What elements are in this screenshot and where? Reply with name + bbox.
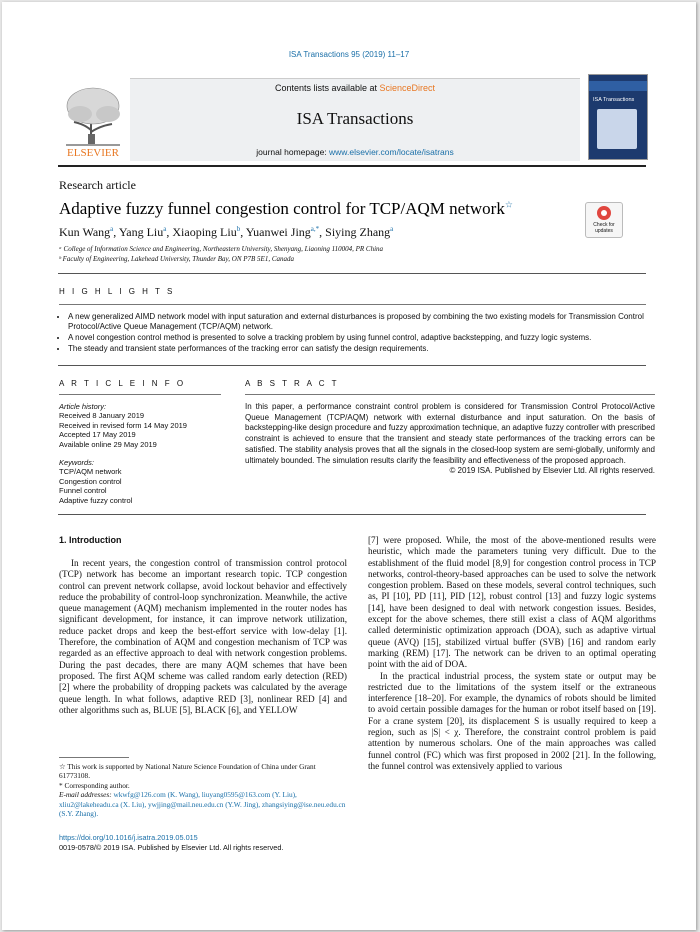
article-title [59,199,513,219]
highlight-item: • A novel congestion control method is presented to solve a tracking problem by using funnel control, adaptive backstepping, and fuzzy logic systems. [68,333,659,343]
section-1-title: 1. Introduction [59,535,122,545]
intro-paragraph-2: [7] were proposed. While, the most of the above-mentioned results were heuristic, which made the parameters tuning very difficult. Due to the establishment of the fluid model [8,9] for congestion control process in TCP networks, control-theory-based approaches can be used to solve the network congestion problem. Based on these models, several control techniques, such as, PI [10], PD [11], PID [12], robust control [13] and fuzzy logic systems [14], have been designed to deal with network congestion issues. Besides, except for the above schemes, there still exist a class of AQM algorithms called deterministic optimization approach (DOA), such as adaptive virtual queue (AVQ) [15], stabilized virtual buffer (SVB) [16] and random early marking (REM) [17]. The network can be driven to an optimal operating point with the aid of DOA. [368,535,656,670]
contents-prefix: Contents lists available at [274,83,380,93]
author-name[interactable]: Siying Zhang [325,225,391,239]
article-info-heading: A R T I C L E I N F O [59,379,186,388]
homepage-prefix: journal homepage: [256,147,330,157]
highlights-bottom-rule [58,365,646,366]
abstract-body [245,402,655,477]
author-list: Kun Wang$^a$, Yang Liu$^a$, Xiaoping Liu$^b$, Yuanwei Jing$^{a,*}$, Siying Zhang$^a$ [59,225,394,239]
title-footnote-mark[interactable]: ☆ [504,199,513,210]
intro-paragraph-3: In the practical industrial process, the system state or output may be restricted due to the limitations of the system itself or the extraneous interference [18–20]. For example, the dynamics of robots should be limited to avoid certain possible damages for the human or robot itself based on [19]. For a crane system [20], its displacement S is usually required to keep a region, such as |S| < χ. Therefore, the constraint control problem is paid attention by numerous scholars. One of the main approaches was called funnel control (FC) which was first proposed in 2002 [21]. In the following, the funnel control was extensively applied to various [368,670,656,771]
title-text: Adaptive fuzzy funnel congestion control for TCP/AQM network [59,199,505,218]
journal-citation[interactable]: ISA Transactions 95 (2019) 11–17 [288,50,410,59]
intro-paragraph-1: In recent years, the congestion control of transmission control protocol (TCP) network has become an important research topic. TCP congestion control can prevent network collapse, avoid lockout behavior and effectively reduce the probability of control-loop synchronization. Meanwhile, the active queue management (AQM) mechanism implemented in the router nodes has significant development, for instance, it can improve network utilization, reduce packet drops and keep the best-effort service with low-delay [1]. Therefore, the combination of AQM and congestion mechanism of TCP was regarded as an effective approach to deal with network congestion problems. During the past decades, there are many AQM schemes that have been proposed. The first AQM scheme was called random early detection (RED) [2] where the probability of dropping packets was calculated by the average queue length. In what follows, adaptive RED [3], nonlinear RED [4] and other algorithms such as, BLUE [5], BLACK [6], and YELLOW [59,558,347,715]
homepage-line [130,147,580,157]
corresponding-footnote: * Corresponding author. [59,780,130,790]
right-column [368,535,656,772]
author-affil-mark[interactable]: a [390,225,394,233]
author-name[interactable]: Yuanwei Jing [245,225,311,239]
author-name[interactable]: Xiaoping Liu [172,225,237,239]
author-name[interactable]: Yang Liu [118,225,164,239]
affiliation-a: ᵃ College of Information Science and Engineering, Northeastern University, Shenyang, Liaoning 110004, PR China [59,245,384,253]
highlights-rule [59,304,646,305]
highlight-item: • A new generalized AIMD network model with input saturation and external disturbances is proposed by combining the two existing models for Transmission Control Protocol/Active Queue Management (TCP/AQM) network. [68,312,659,332]
elsevier-wordmark: ELSEVIER [67,147,119,159]
check-updates-icon [597,206,611,220]
elsevier-tree-logo [58,78,128,160]
affiliation-b: ᵇ Faculty of Engineering, Lakehead University, Thunder Bay, ON P7B 5E1, Canada [59,255,294,263]
journal-header [130,78,580,161]
abstract-heading: A B S T R A C T [245,379,339,388]
keyword: Adaptive fuzzy control [59,495,133,505]
history-label: Article history: [59,402,107,411]
issn-line: 0019-0578/© 2019 ISA. Published by Elsevier Ltd. All rights reserved. [59,843,284,852]
doi-link[interactable]: https://doi.org/10.1016/j.isatra.2019.05.015 [59,833,198,842]
abstract-text: In this paper, a performance constraint control problem is considered for Transmission Control Protocol/Active Queue Management (TCP/AQM) network with external disturbance and input saturation. On the basis of backstepping-like design procedure and fuzzy approximation technique, an adaptive fuzzy controller with prescribed constraint is achieved to ensure that the transient and steady state performances of the tracking errors can be satisfied. The stability analysis proves that all the signals in the closed-loop system are semi-globally, uniformly and ultimately bounded. The simulation results clarify the feasibility and effectiveness of the proposed approach. [245,402,655,465]
check-for-updates-badge[interactable] [585,202,623,238]
cover-band [589,81,647,91]
keyword: Funnel control [59,486,107,496]
email-footnote [59,790,347,818]
abstract-rule [245,394,655,395]
check-updates-label: Check for updates [593,222,615,234]
left-column [59,558,347,716]
highlights-heading: H I G H L I G H T S [59,287,175,296]
article-type: Research article [59,178,136,192]
journal-title: ISA Transactions [296,109,414,128]
keyword: Congestion control [59,476,122,486]
front-matter-rule [58,514,646,515]
journal-cover-image [588,74,648,160]
email-addresses[interactable]: wkwfg@126.com (K. Wang), liuyang0595@163.com (Y. Liu), xliu2@lakeheadu.ca (X. Liu), ywjjing@mail.neu.edu.cn (Y.W. Jing), zhangsiying@ise.neu.edu.cn (S.Y. Zhang). [59,790,346,819]
article-info-rule [59,394,221,395]
emails-label: E-mail addresses: [59,790,112,800]
keywords-label: Keywords: [59,458,95,468]
homepage-link[interactable]: www.elsevier.com/locate/isatrans [329,147,454,157]
cover-title: ISA Transactions [593,97,635,103]
abstract-copyright: © 2019 ISA. Published by Elsevier Ltd. All rights reserved. [449,466,655,476]
sciencedirect-link[interactable]: ScienceDirect [379,83,436,93]
author-name[interactable]: Kun Wang [59,225,111,239]
funding-footnote: ☆ This work is supported by National Nature Science Foundation of China under Grant 61773108. [59,762,316,781]
article-page [2,2,696,930]
header-rule [58,165,646,167]
author-affil-mark[interactable]: a,* [310,225,320,233]
footnote-rule [59,757,129,758]
author-affil-mark[interactable]: a [110,225,114,233]
author-affil-mark[interactable]: a [163,225,167,233]
highlight-item: • The steady and transient state performances of the tracking error can satisfy the design requirements. [68,344,659,354]
doi-block [59,833,283,853]
affiliation-rule [58,273,646,274]
highlights-list [59,312,659,355]
author-affil-mark[interactable]: b [236,225,241,233]
footnotes [59,762,347,818]
article-info [59,402,219,505]
keyword: TCP/AQM network [59,467,122,477]
history-received: Received 8 January 2019 [59,411,145,421]
history-accepted: Accepted 17 May 2019 [59,430,136,440]
history-revised: Received in revised form 14 May 2019 [59,420,187,430]
contents-line [130,83,580,93]
cover-graphic [597,109,637,149]
history-online: Available online 29 May 2019 [59,439,157,449]
